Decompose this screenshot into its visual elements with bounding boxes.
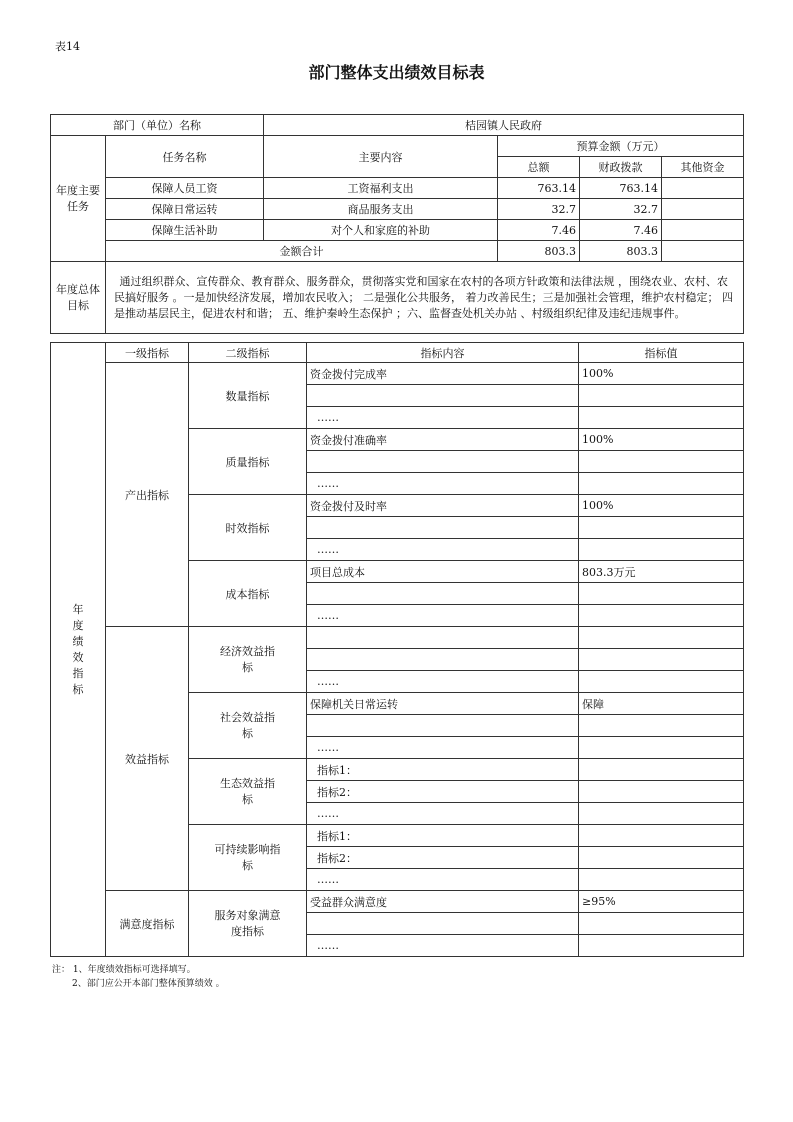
sum-label: 金额合计 <box>106 241 498 262</box>
sum-total: 803.3 <box>498 241 580 262</box>
perf-section-label <box>51 343 106 957</box>
indicator-value <box>579 935 744 957</box>
ellipsis-cell: …… <box>307 605 579 627</box>
performance-table <box>50 342 744 957</box>
task-content: 工资福利支出 <box>264 178 498 199</box>
indicator-content: 资金拨付及时率 <box>307 495 579 517</box>
col-content: 主要内容 <box>264 136 498 178</box>
col-other: 其他资金 <box>662 157 744 178</box>
task-fiscal: 7.46 <box>580 220 662 241</box>
indicator-value <box>579 913 744 935</box>
dept-label: 部门（单位）名称 <box>51 115 264 136</box>
task-total: 763.14 <box>498 178 580 199</box>
col-budget: 预算金额（万元） <box>498 136 744 157</box>
indicator-content: 指标2： <box>307 781 579 803</box>
indicator-value <box>579 737 744 759</box>
quality-label: 质量指标 <box>189 429 307 495</box>
indicator-value <box>579 583 744 605</box>
task-row <box>51 220 744 241</box>
indicator-value: 100% <box>579 495 744 517</box>
col-indicator-content: 指标内容 <box>307 343 579 363</box>
economic-label: 经济效益指标 <box>189 627 307 693</box>
tasks-section-label: 年度主要任务 <box>51 136 106 262</box>
perf-section-label-text: 年度绩效指标 <box>72 602 84 696</box>
service-satisfaction-label: 服务对象满意度指标 <box>189 891 307 957</box>
indicator-content: 受益群众满意度 <box>307 891 579 913</box>
task-name: 保障生活补助 <box>106 220 264 241</box>
indicator-content <box>307 583 579 605</box>
indicator-value: 100% <box>579 429 744 451</box>
indicator-content: 指标2： <box>307 847 579 869</box>
col-level1: 一级指标 <box>106 343 189 363</box>
indicator-content <box>307 627 579 649</box>
ellipsis-cell: …… <box>307 803 579 825</box>
ellipsis-cell: …… <box>307 671 579 693</box>
indicator-value <box>579 847 744 869</box>
indicator-content <box>307 715 579 737</box>
cost-label: 成本指标 <box>189 561 307 627</box>
ellipsis-cell: …… <box>307 473 579 495</box>
indicator-value <box>579 759 744 781</box>
indicator-content: 指标1： <box>307 825 579 847</box>
social-label: 社会效益指标 <box>189 693 307 759</box>
indicator-value <box>579 473 744 495</box>
indicator-value: 803.3万元 <box>579 561 744 583</box>
benefit-label: 效益指标 <box>106 627 189 891</box>
col-indicator-value: 指标值 <box>579 343 744 363</box>
col-total: 总额 <box>498 157 580 178</box>
indicator-content: 指标1： <box>307 759 579 781</box>
ellipsis-cell: …… <box>307 869 579 891</box>
indicator-content: 资金拨付准确率 <box>307 429 579 451</box>
task-other <box>662 220 744 241</box>
page-title: 部门整体支出绩效目标表 <box>308 63 485 82</box>
indicator-value <box>579 649 744 671</box>
indicator-value <box>579 671 744 693</box>
indicator-content: 资金拨付完成率 <box>307 363 579 385</box>
indicator-value <box>579 869 744 891</box>
indicator-value: 100% <box>579 363 744 385</box>
col-task-name: 任务名称 <box>106 136 264 178</box>
task-total: 7.46 <box>498 220 580 241</box>
indicator-value <box>579 407 744 429</box>
indicator-value <box>579 517 744 539</box>
task-total: 32.7 <box>498 199 580 220</box>
page-label: 表14 <box>55 40 80 53</box>
sum-other <box>662 241 744 262</box>
indicator-value <box>579 715 744 737</box>
sum-row <box>51 241 744 262</box>
indicator-value <box>579 451 744 473</box>
indicator-value: ≥95% <box>579 891 744 913</box>
task-other <box>662 199 744 220</box>
output-label: 产出指标 <box>106 363 189 627</box>
indicator-content: 项目总成本 <box>307 561 579 583</box>
footnote-2: 2、部门应公开本部门整体预算绩效 。 <box>72 979 225 989</box>
overall-text: 通过组织群众、宣传群众、教育群众、服务群众，贯彻落实党和国家在农村的各项方针政策和法律法规 ，围绕农业、农村、农民搞好服务 。一是加快经济发展，增加农民收入； 二是强化公共服务， 着力改善民生；三是加强社会管理，维护农村稳定； 四是推动基层民主，促进农村和谐； 五、维护秦岭生态保护 ；六、监督查处机关办站 、村级组织纪律及违纪违规事件。 <box>106 262 744 334</box>
indicator-value <box>579 385 744 407</box>
quantity-label: 数量指标 <box>189 363 307 429</box>
ellipsis-cell: …… <box>307 539 579 561</box>
budget-tasks-table <box>50 114 744 334</box>
task-content: 对个人和家庭的补助 <box>264 220 498 241</box>
indicator-content: 保障机关日常运转 <box>307 693 579 715</box>
col-fiscal: 财政拨款 <box>580 157 662 178</box>
indicator-value: 保障 <box>579 693 744 715</box>
task-content: 商品服务支出 <box>264 199 498 220</box>
indicator-content <box>307 649 579 671</box>
timeliness-label: 时效指标 <box>189 495 307 561</box>
ellipsis-cell: …… <box>307 407 579 429</box>
task-name: 保障日常运转 <box>106 199 264 220</box>
indicator-value <box>579 825 744 847</box>
indicator-value <box>579 627 744 649</box>
indicator-value <box>579 605 744 627</box>
indicator-value <box>579 539 744 561</box>
task-row <box>51 178 744 199</box>
task-fiscal: 763.14 <box>580 178 662 199</box>
task-row <box>51 199 744 220</box>
sum-fiscal: 803.3 <box>580 241 662 262</box>
indicator-content <box>307 451 579 473</box>
task-fiscal: 32.7 <box>580 199 662 220</box>
ellipsis-cell: …… <box>307 737 579 759</box>
indicator-content <box>307 517 579 539</box>
sustainable-label: 可持续影响指标 <box>189 825 307 891</box>
footnote-1: 注： 1、年度绩效指标可选择填写。 <box>52 965 196 975</box>
overall-label: 年度总体目标 <box>51 262 106 334</box>
indicator-content <box>307 385 579 407</box>
indicator-content <box>307 913 579 935</box>
indicator-value <box>579 781 744 803</box>
ecological-label: 生态效益指标 <box>189 759 307 825</box>
ellipsis-cell: …… <box>307 935 579 957</box>
task-name: 保障人员工资 <box>106 178 264 199</box>
satisfaction-label: 满意度指标 <box>106 891 189 957</box>
indicator-value <box>579 803 744 825</box>
footnotes <box>52 963 225 991</box>
col-level2: 二级指标 <box>189 343 307 363</box>
dept-value: 桔园镇人民政府 <box>264 115 744 136</box>
task-other <box>662 178 744 199</box>
